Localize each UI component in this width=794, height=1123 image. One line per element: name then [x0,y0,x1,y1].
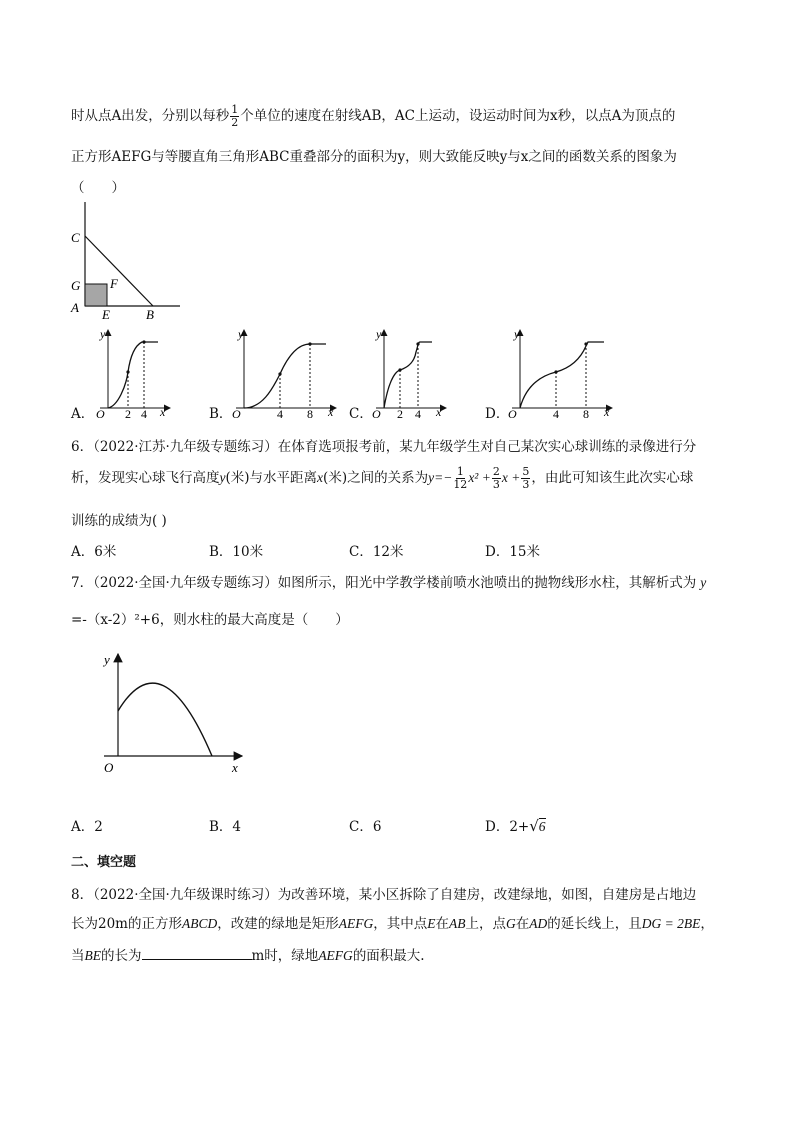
label-e: E [102,307,110,322]
label-c: C [71,230,80,245]
svg-text:x: x [604,405,610,418]
svg-text:8: 8 [307,407,313,418]
q6-option-c[interactable]: C．12米 [349,544,404,560]
answer-blank[interactable] [142,945,252,960]
q5-option-c-graph[interactable] [368,324,448,418]
q5-line3: （ ） [71,180,125,196]
q8-line3: 当BE的长为 m时，绿地AEFG的面积最大. [71,944,425,964]
svg-text:O: O [508,407,517,418]
q6-option-a[interactable]: A．6米 [71,544,117,560]
svg-text:O: O [372,407,381,418]
q8-line1: 8．（2022·全国·九年级课时练习）为改善环境，某小区拆除了自建房，改建绿地，如图，自建房是占地边 [71,887,697,903]
q7-option-b[interactable]: B．4 [209,819,242,835]
q5-line1: 时从点A出发，分别以每秒 $\frac{1}{2}$ 个单位的速度在射线AB，AC上运动，设运动时间为x秒，以点A为顶点的 [71,103,676,129]
svg-text:2: 2 [125,407,131,418]
q8-line2: 长为20m的正方形ABCD，改建的绿地是矩形AEFG，其中点E在AB上，点G在AD的延长线上，且DG = 2BE， [71,916,714,932]
svg-text:4: 4 [553,407,559,418]
label-g: G [71,278,81,293]
fraction-half: $\frac{1}{2}$ [231,103,239,129]
label-f: F [110,276,118,291]
svg-text:y: y [100,327,106,341]
q5-option-a-graph[interactable] [92,324,172,418]
q5-option-a-letter[interactable]: A． [71,406,95,422]
square-aefg [85,284,107,306]
svg-text:x: x [436,405,442,418]
q7-line2: =-（x-2）²+6，则水柱的最大高度是（ ） [71,612,349,628]
q5-line2: 正方形AEFG与等腰直角三角形ABC重叠部分的面积为y，则大致能反映y与x之间的函数关系的图象为 [71,149,677,165]
q5-option-b-letter[interactable]: B． [209,406,233,422]
svg-text:x: x [232,760,238,775]
svg-text:y: y [104,652,110,667]
svg-text:x: x [160,405,166,418]
section-heading-fill-in: 二、填空题 [71,855,137,870]
q7-option-c[interactable]: C．6 [349,819,382,835]
svg-text:4: 4 [141,407,147,418]
q7-option-a[interactable]: A．2 [71,819,103,835]
svg-text:y: y [238,327,244,341]
svg-text:4: 4 [277,407,283,418]
svg-text:2: 2 [397,407,403,418]
q6-line1: 6．（2022·江苏·九年级专题练习）在体育选项报考前，某九年级学生对自己某次实心球训练的录像进行分 [71,439,697,455]
q7-option-d[interactable]: D．2+√6 [485,817,546,835]
svg-text:O: O [96,407,105,418]
svg-text:O: O [104,760,114,775]
svg-text:y: y [376,327,382,341]
q5-option-d-letter[interactable]: D． [485,406,510,422]
q5-option-c-letter[interactable]: C． [349,406,373,422]
sqrt-symbol: √ [529,817,539,835]
label-a: A [71,300,79,315]
svg-text:8: 8 [583,407,589,418]
svg-text:y: y [514,327,520,341]
q5-option-b-graph[interactable] [228,324,340,418]
q7-line1: 7．（2022·全国·九年级专题练习）如图所示，阳光中学教学楼前喷水池喷出的抛物线形水柱，其解析式为 y [71,575,707,591]
svg-text:x: x [328,405,334,418]
svg-text:4: 4 [415,407,421,418]
q6-option-d[interactable]: D．15米 [485,544,541,560]
q6-line3: 训练的成绩为( ) [71,513,167,529]
q7-parabola-graph [96,648,246,776]
label-b: B [146,307,154,322]
parabola-curve [118,683,212,756]
q6-line2: 析，发现实心球飞行高度y(米)与水平距离x(米)之间的关系为y=− $\frac{1}{12}$ x² + $\frac{2}{3}$ x + $\frac{5}{3}$ ，由此可知该生此次实心球 [71,465,694,491]
q5-option-d-graph[interactable] [504,324,616,418]
q6-option-b[interactable]: B．10米 [209,544,264,560]
q5-triangle-figure [66,198,186,322]
svg-text:O: O [232,407,241,418]
